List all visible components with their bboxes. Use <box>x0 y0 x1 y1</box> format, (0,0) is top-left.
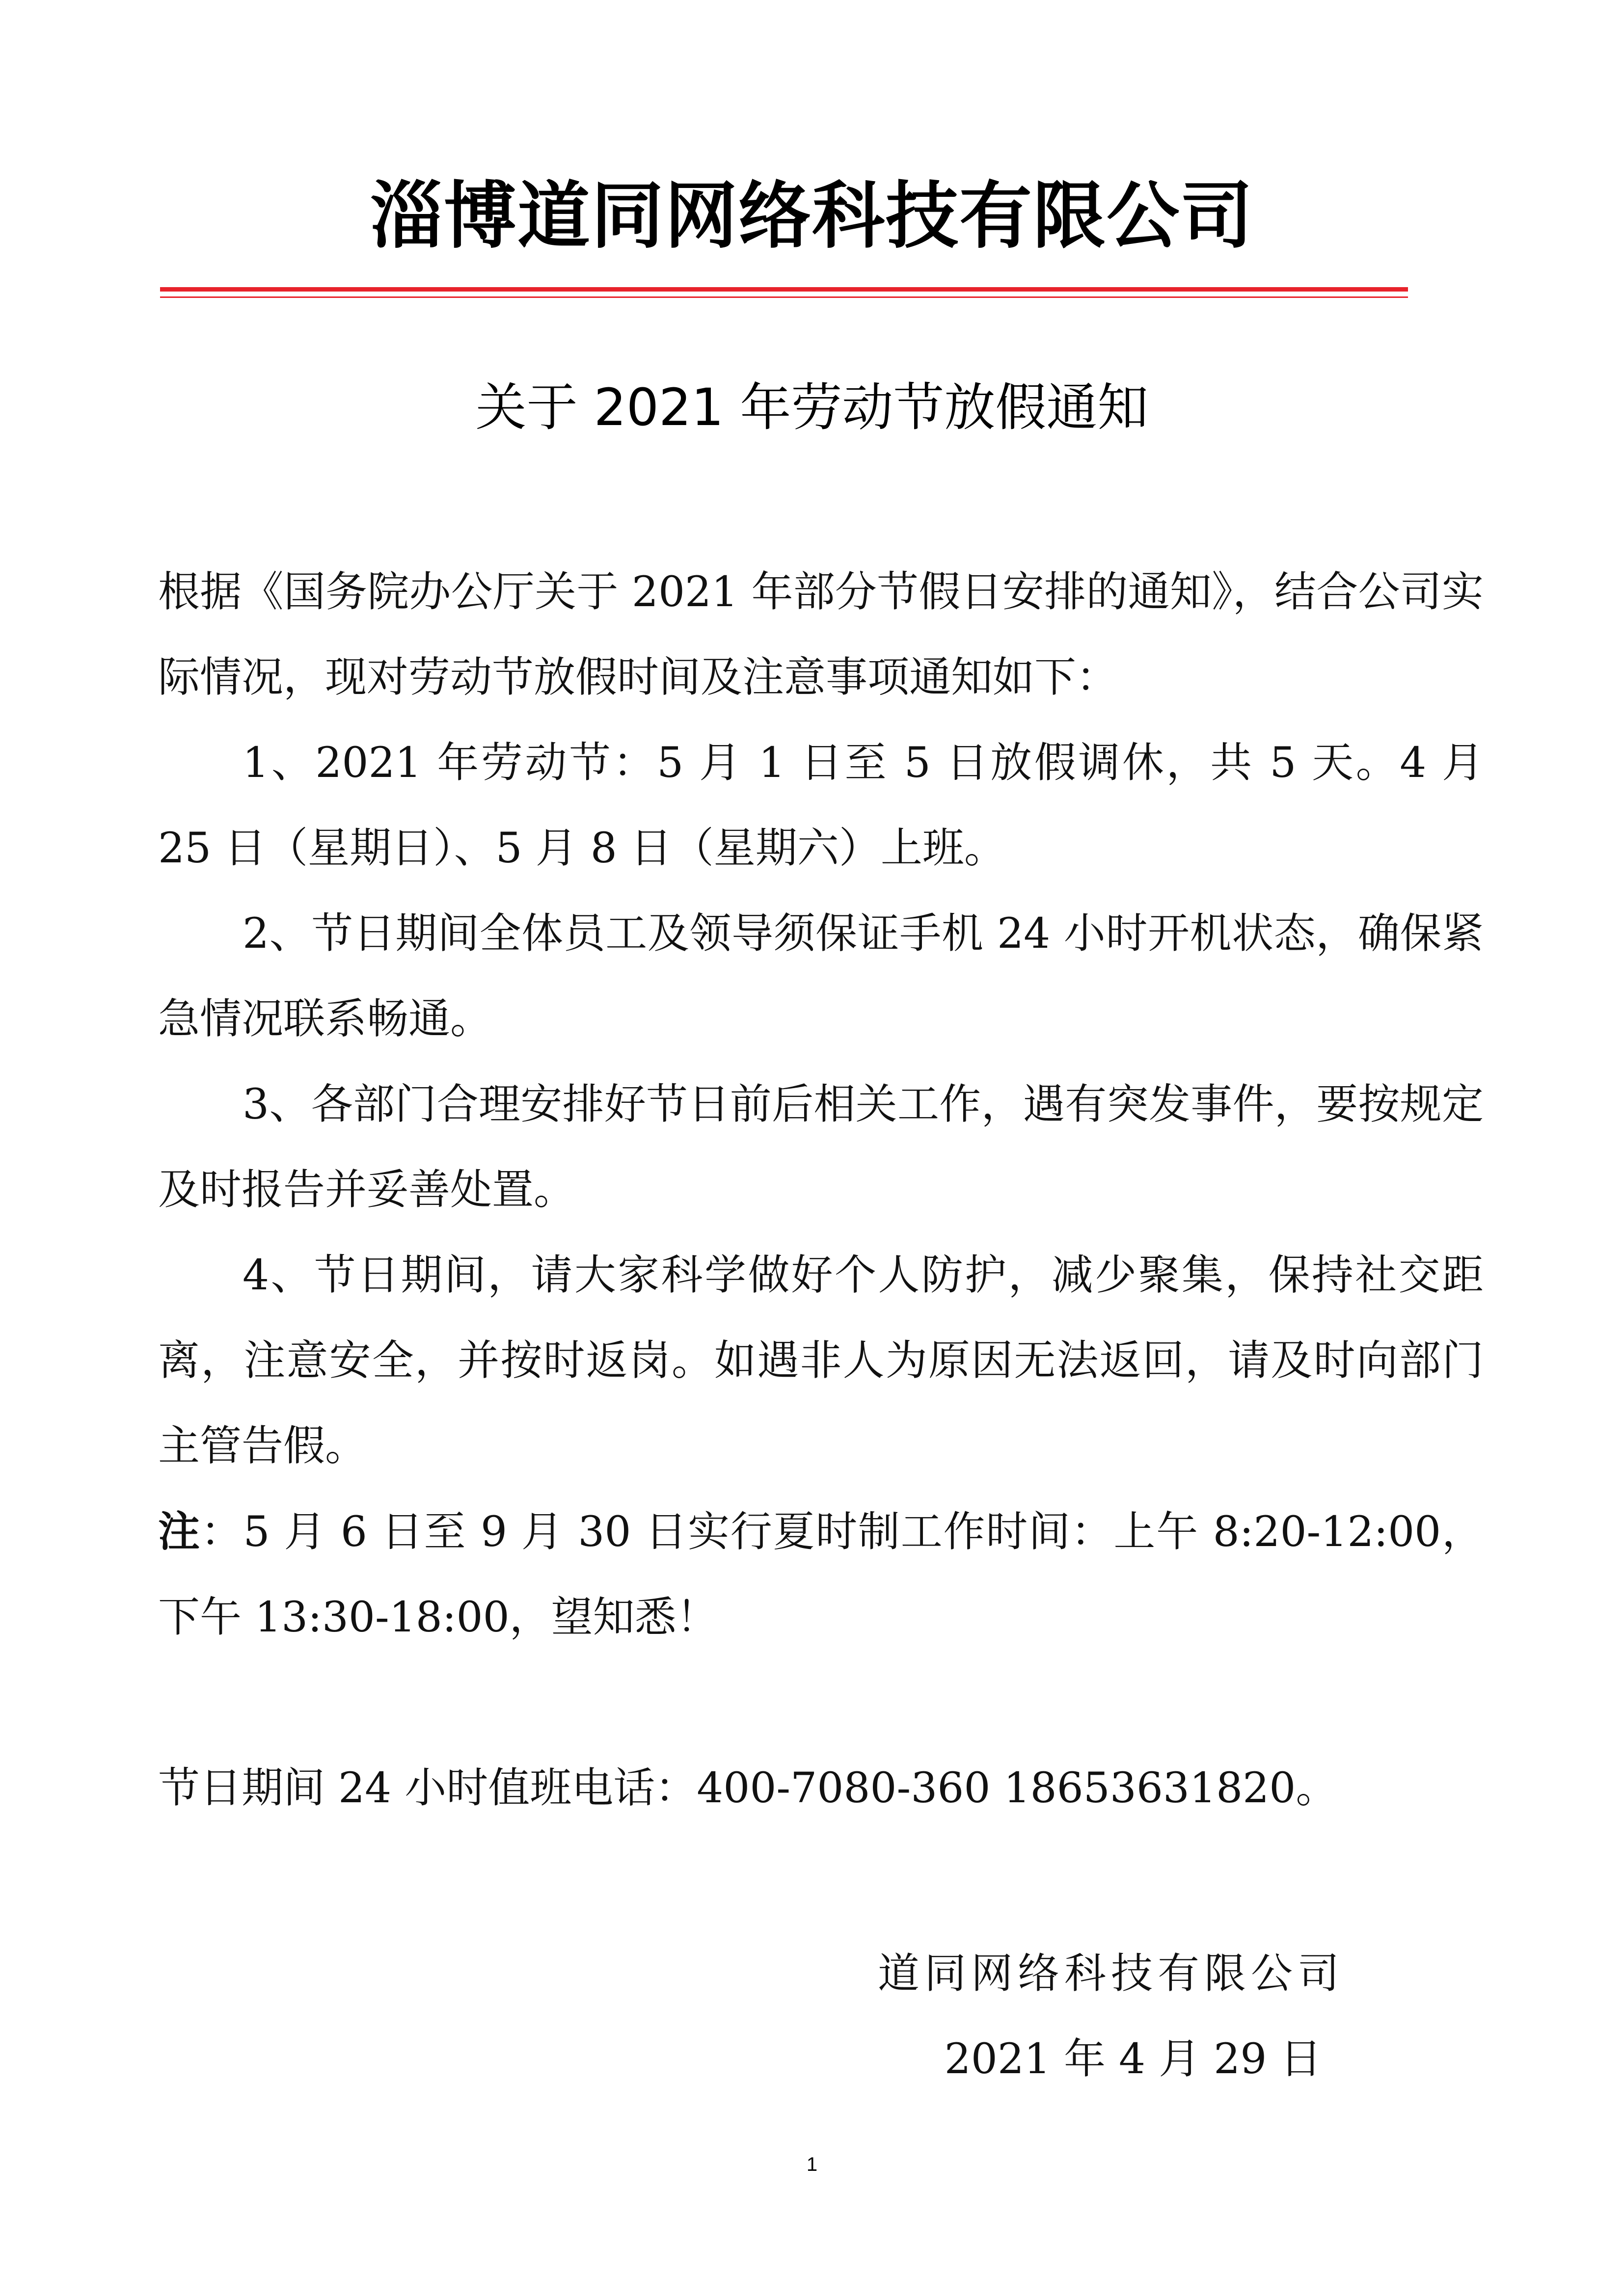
header-red-rule-thick <box>160 287 1408 292</box>
paragraph-spacer <box>158 1660 1484 1746</box>
company-header: 淄博道同网络科技有限公司 <box>370 174 1254 258</box>
notice-title: 关于 2021 年劳动节放假通知 <box>475 377 1149 437</box>
header-red-rule-thin <box>160 296 1408 298</box>
note-paragraph <box>158 1489 1484 1660</box>
hotline-paragraph: 节日期间 24 小时值班电话：400-7080-360 18653631820。 <box>158 1764 1338 1813</box>
notice-body <box>158 550 1484 1831</box>
signature-block <box>878 1931 1344 2102</box>
signature-date: 2021 年 4 月 29 日 <box>944 2035 1322 2083</box>
item-4: 4、节日期间，请大家科学做好个人防护，减少聚集，保持社交距离，注意安全，并按时返岗。如遇非人为原因无法返回，请及时向部门主管告假。 <box>158 1251 1484 1470</box>
item-2: 2、节日期间全体员工及领导须保证手机 24 小时开机状态，确保紧急情况联系畅通。 <box>158 909 1484 1043</box>
page-number: 1 <box>806 2154 818 2175</box>
item-1: 1、2021 年劳动节：5 月 1 日至 5 日放假调休，共 5 天。4 月 25 日（星期日）、5 月 8 日（星期六）上班。 <box>158 739 1484 873</box>
intro-paragraph: 根据《国务院办公厅关于 2021 年部分节假日安排的通知》，结合公司实际情况，现对劳动节放假时间及注意事项通知如下： <box>158 568 1484 702</box>
note-text: ：5 月 6 日至 9 月 30 日实行夏时制工作时间：上午 8:20-12:00，下午 13:30-18:00，望知悉！ <box>158 1508 1484 1642</box>
item-3: 3、各部门合理安排好节日前后相关工作，遇有突发事件，要按规定及时报告并妥善处置。 <box>158 1080 1484 1214</box>
note-label: 注 <box>158 1507 201 1556</box>
signature-company: 道同网络科技有限公司 <box>877 1949 1344 1998</box>
